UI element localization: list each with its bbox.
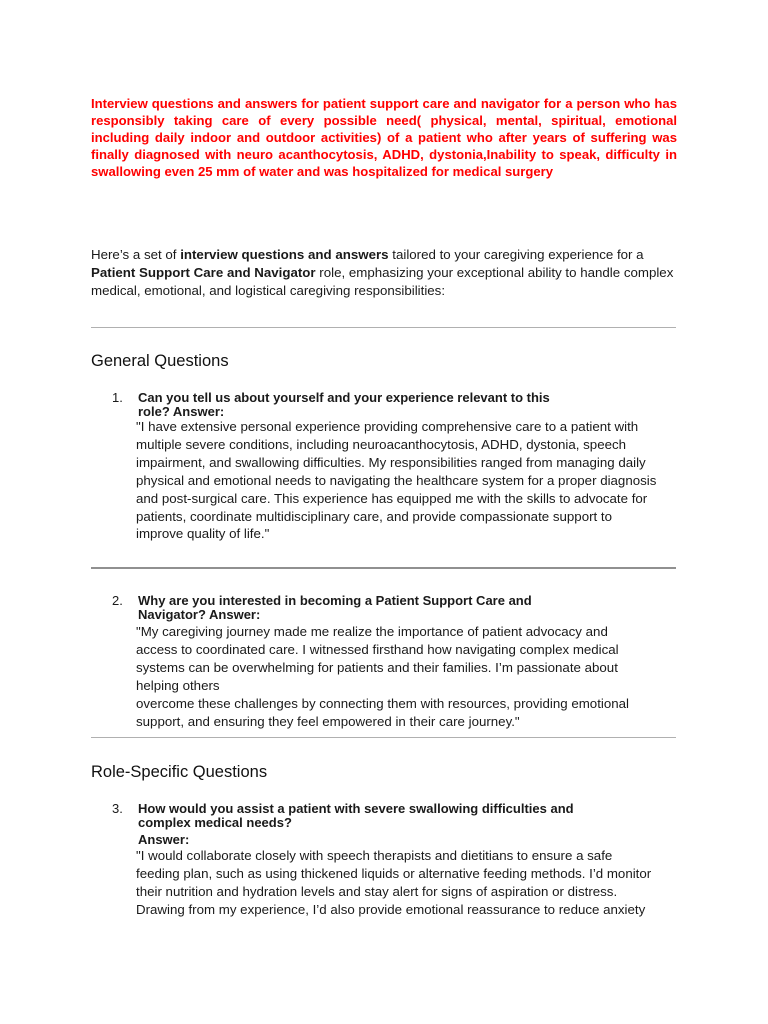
answer-line: helping others xyxy=(136,677,220,693)
answer-line: support, and ensuring they feel empowered in their care journey." xyxy=(136,713,520,729)
intro-bold-1: interview questions and answers xyxy=(180,247,389,262)
question-text: Navigator? Answer: xyxy=(138,606,261,622)
question-number: 2. xyxy=(112,593,123,608)
answer-line: "I would collaborate closely with speech therapists and dietitians to ensure a safe xyxy=(136,848,613,863)
question-text: Can you tell us about yourself and your experience relevant to this xyxy=(138,390,550,405)
document-title: Interview questions and answers for patient support care and navigator for a person who has responsibly taking care of every possible need( physical, mental, spiritual, emotional including daily indoor and outdoor activities) of a patient who after years of suffering was finally diagnosed with neuro acanthocytosis, ADHD, dystonia,Inability to speak, difficulty in swallowing even 25 mm of water and was hospitalized for medical surgery xyxy=(91,96,677,179)
intro-paragraph xyxy=(91,246,681,300)
answer-line: feeding plan, such as using thickened liquids or alternative feeding methods. I’d monitor xyxy=(136,865,652,881)
divider xyxy=(91,567,676,569)
question-text: complex medical needs? xyxy=(138,814,292,830)
answer-line: Drawing from my experience, I’d also provide emotional reassurance to reduce anxiety xyxy=(136,901,646,917)
answer-line: systems can be overwhelming for patients and their families. I’m passionate about xyxy=(136,659,618,675)
answer-line: impairment, and swallowing difficulties. My responsibilities ranged from managing daily xyxy=(136,454,646,470)
answer-2 xyxy=(136,623,681,730)
question-number: 3. xyxy=(112,801,123,816)
answer-line: patients, coordinate multidisciplinary care, and provide compassionate support to xyxy=(136,508,612,524)
answer-1 xyxy=(136,418,681,543)
answer-label: Answer: xyxy=(138,832,190,847)
answer-3 xyxy=(136,847,681,919)
answer-line: their nutrition and hydration levels and stay alert for signs of aspiration or distress. xyxy=(136,883,618,899)
question-text: role? Answer: xyxy=(138,403,225,419)
answer-line: improve quality of life." xyxy=(136,526,270,542)
divider xyxy=(91,737,676,738)
answer-line: and post-surgical care. This experience has equipped me with the skills to advocate for xyxy=(136,490,648,506)
section-heading-general: General Questions xyxy=(91,352,229,370)
section-heading-role-specific: Role-Specific Questions xyxy=(91,763,268,781)
question-text: How would you assist a patient with severe swallowing difficulties and xyxy=(138,801,574,816)
question-3 xyxy=(138,802,608,847)
intro-text-2: tailored to your caregiving experience for a xyxy=(388,247,644,262)
question-2 xyxy=(138,594,608,621)
answer-line: "My caregiving journey made me realize the importance of patient advocacy and xyxy=(136,624,608,639)
answer-line: overcome these challenges by connecting them with resources, providing emotional xyxy=(136,695,629,711)
question-number: 1. xyxy=(112,390,123,405)
answer-line: "I have extensive personal experience providing comprehensive care to a patient with xyxy=(136,419,639,434)
answer-line: physical and emotional needs to navigating the healthcare system for a proper diagnosis xyxy=(136,472,657,488)
question-text: Why are you interested in becoming a Patient Support Care and xyxy=(138,593,532,608)
divider xyxy=(91,327,676,328)
intro-text-1: Here’s a set of xyxy=(91,247,181,262)
answer-line: access to coordinated care. I witnessed firsthand how navigating complex medical xyxy=(136,641,619,657)
intro-text-3: role, emphasizing your exceptional ability to handle complex medical, emotional, and logistical caregiving responsibilities: xyxy=(91,265,674,298)
question-1 xyxy=(138,391,608,418)
answer-line: multiple severe conditions, including neuroacanthocytosis, ADHD, dystonia, speech xyxy=(136,436,627,452)
intro-bold-2: Patient Support Care and Navigator xyxy=(91,265,316,280)
